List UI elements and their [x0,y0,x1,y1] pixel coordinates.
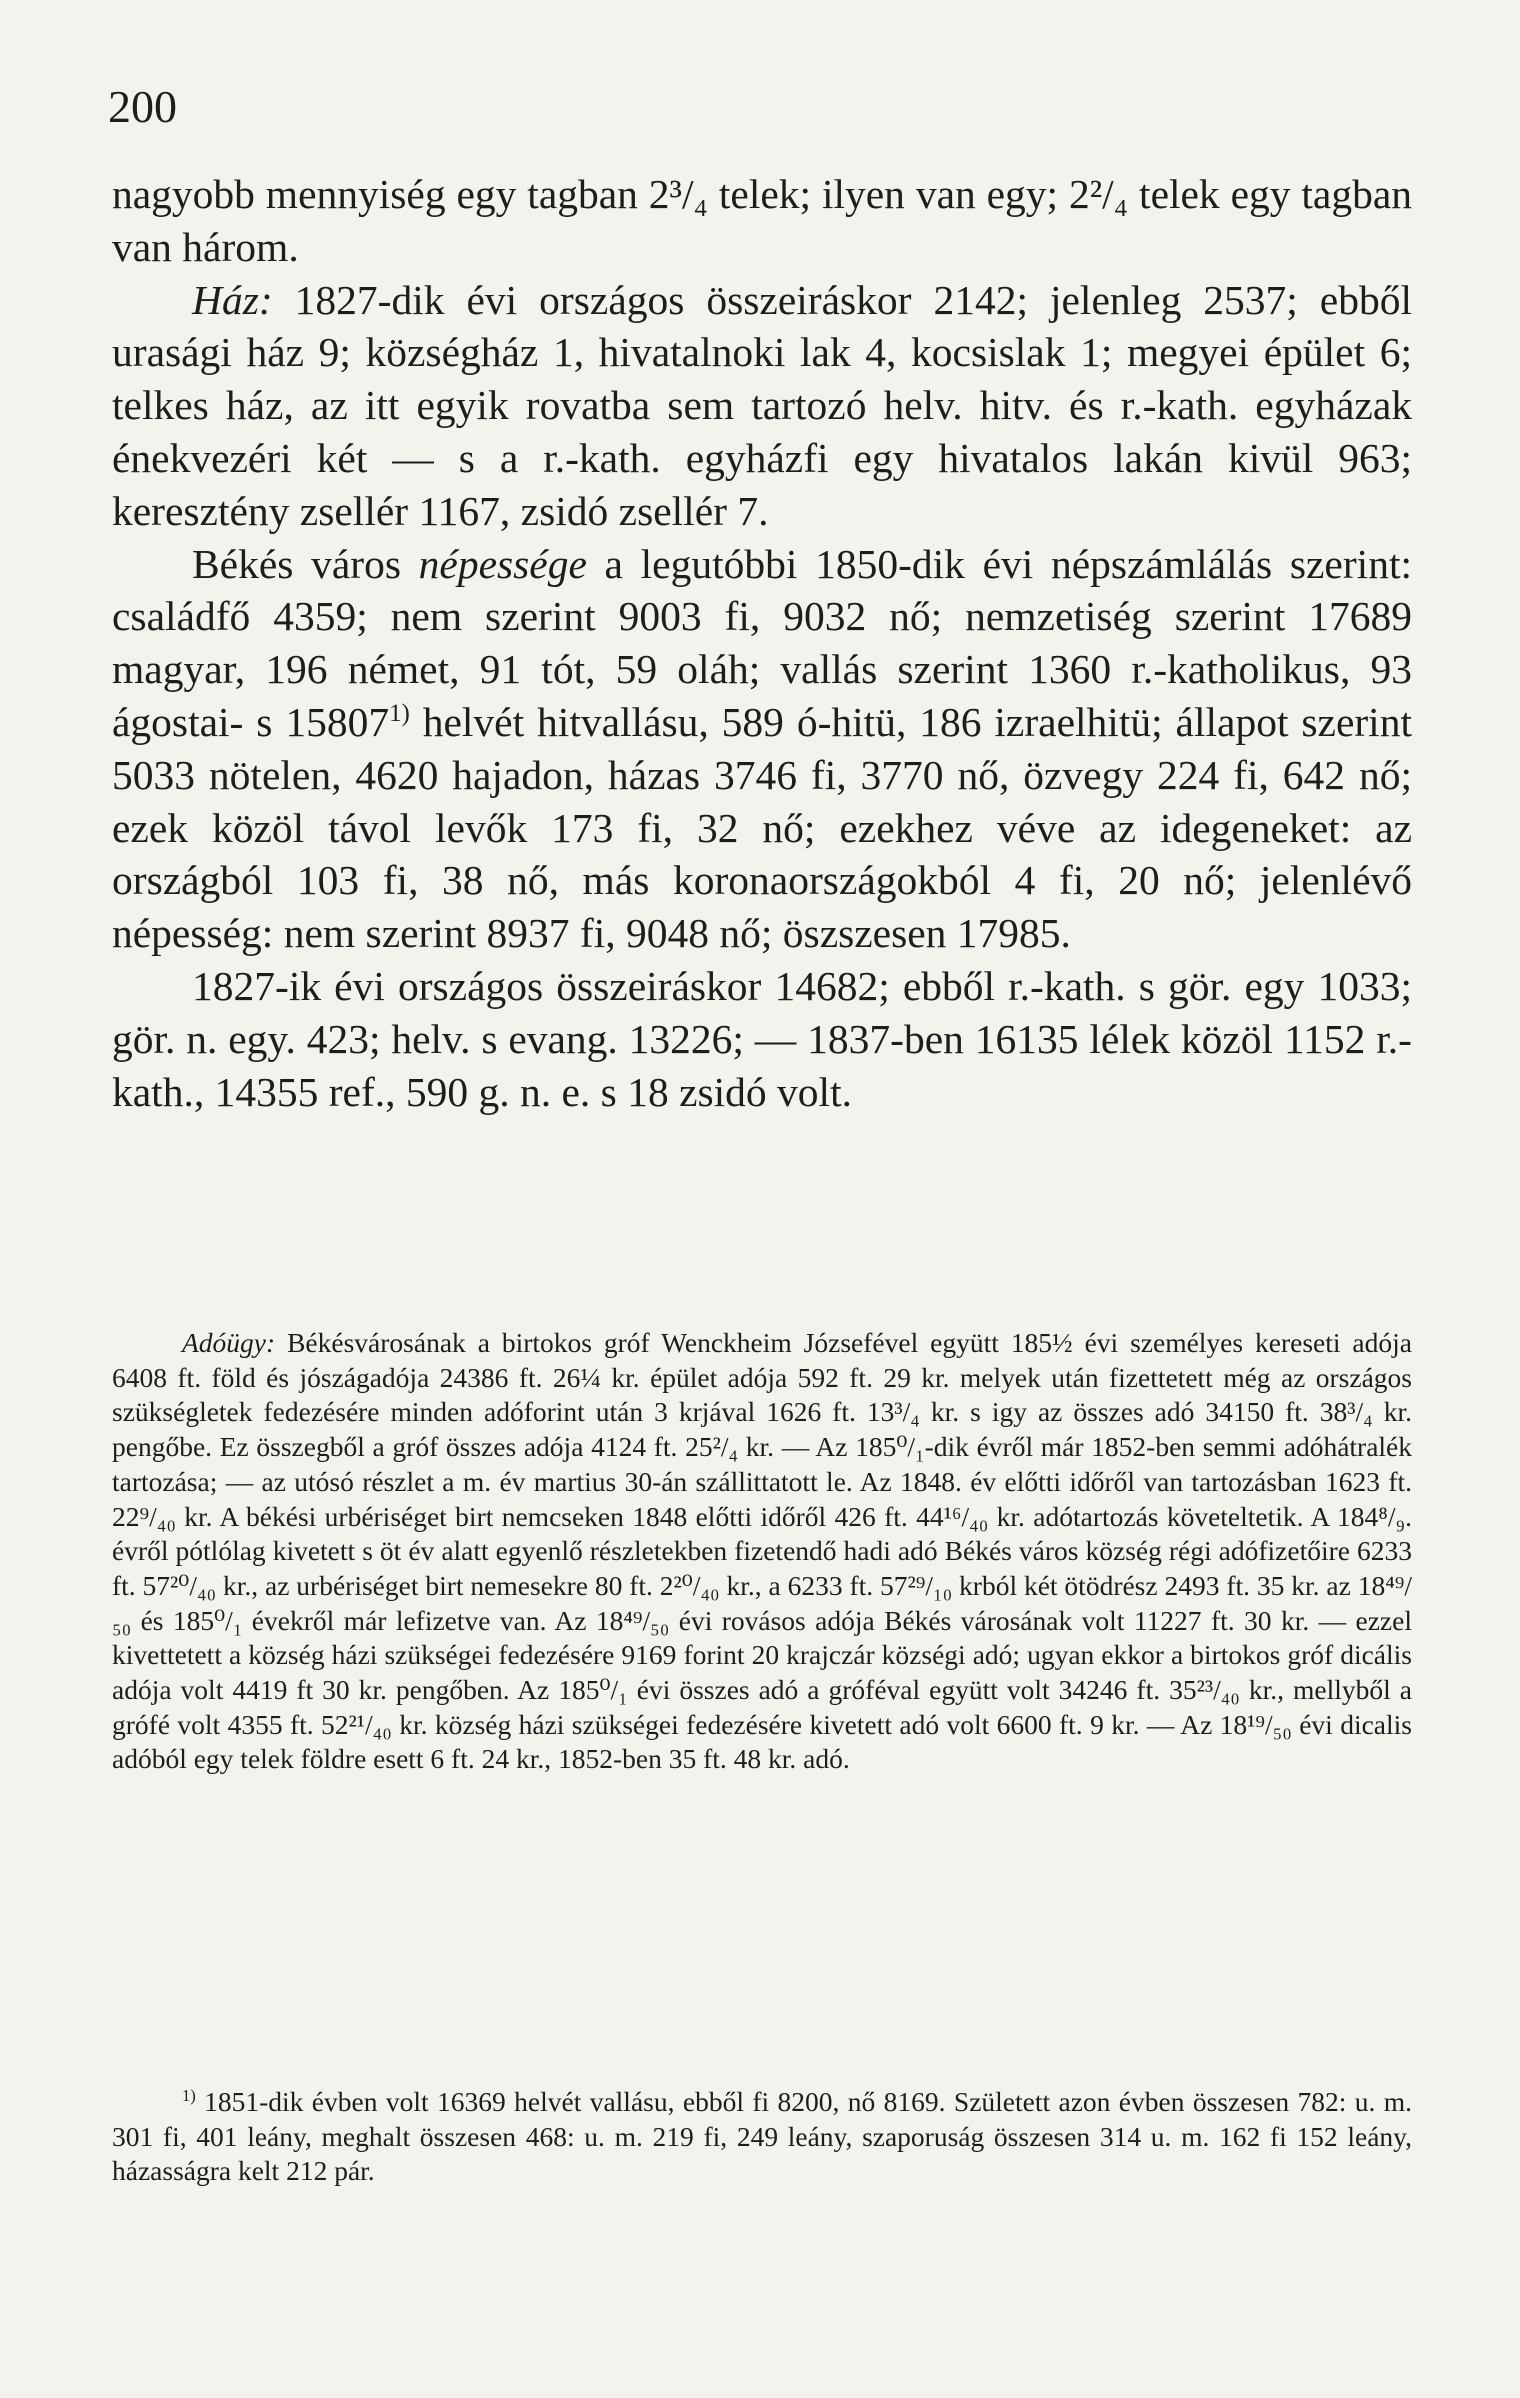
tax-section [112,1326,1412,1777]
section-label-population: népessége [418,540,587,587]
population-lead: Békés város [192,540,419,587]
footnote-reference: 1) [389,700,410,728]
population-text-continued: helvét hitvallásu, 589 ó-hitü, 186 izraelhitü; állapot szerint 5033 nötelen, 4620 hajadon, házas 3746 fi, 3770 nő, özvegy 224 fi, 642 nő; ezek közöl távol levők 173 fi, 32 nő; ezekhez véve az idegeneket: az országból 103 fi, 38 nő, más koronaországokból 4 fi, 20 nő; jelenlévő népesség: nem szerint 8937 fi, 9048 nő; öszszesen 17985. [112,698,1412,957]
section-label-houses: Ház: [192,276,273,323]
houses-text: 1827-dik évi országos összeiráskor 2142; jelenleg 2537; ebből urasági ház 9; községház 1, hivatalnoki lak 4, kocsislak 1; megyei épület 6; telkes ház, az itt egyik rovatba sem tartozó helv. hitv. és r.-kath. egyházak énekvezéri két — s a r.-kath. egyházfi egy hivatalos lakán kivül 963; keresztény zsellér 1167, zsidó zsellér 7. [112,276,1412,534]
page-number: 200 [108,81,177,132]
paragraph-houses [112,274,1412,538]
main-text [112,168,1412,1118]
tax-text: Békésvárosának a birtokos gróf Wenckheim Józsefével együtt 185½ évi személyes kereseti adója 6408 ft. föld és jószágadója 24386 ft. 26¼ kr. épület adója 592 ft. 29 kr. melyek után fizettetett még az országos szükségletek fedezésére minden adóforint után 3 krjával 1626 ft. 13³/₄ kr. s igy az összes adó 34150 ft. 38³/₄ kr. pengőbe. Ez összegből a gróf összes adója 4124 ft. 25²/₄ kr. — Az 185⁰/₁-dik évről már 1852-ben semmi adóhátralék tartozása; — az utósó részlet a m. év martius 30-án szállittatott le. Az 1848. év előtti időről van tartozásban 1623 ft. 22⁹/₄₀ kr. A békési urbériséget birt nemcseken 1848 előtti időről 426 ft. 44¹⁶/₄₀ kr. adótartozás követeltetik. A 184⁸/₉. évről pótlólag kivetett s öt év alatt egyenlő részletekben fizetendő hadi adó Békés város község régi adófizetőire 6233 ft. 57²⁰/₄₀ kr., az urbériséget birt nemesekre 80 ft. 2²⁰/₄₀ kr., a 6233 ft. 57²⁹/₁₀ krból két ötödrész 2493 ft. 35 kr. az 18⁴⁹/₅₀ és 185⁰/₁ évekről már lefizetve van. Az 18⁴⁹/₅₀ évi rovásos adója Békés városának volt 11227 ft. 30 kr. — ezzel kivettetett a község házi szükségei fedezésére 9169 forint 20 krajczár községi adó; ugyan ekkor a birtokos gróf dicális adója volt 4419 ft 30 kr. pengőben. Az 185⁰/₁ évi összes adó a gróféval együtt volt 34246 ft. 35²³/₄₀ kr., mellyből a grófé volt 4355 ft. 52²¹/₄₀ kr. község házi szükségei fedezésére kivetett adó volt 6600 ft. 9 kr. — Az 18¹⁹/₅₀ évi dicalis adóból egy telek földre esett 6 ft. 24 kr., 1852-ben 35 ft. 48 kr. adó. [112,1327,1413,1775]
footnote-text: 1851-dik évben volt 16369 helvét vallásu, ebből fi 8200, nő 8169. Született azon évben összesen 782: u. m. 301 fi, 401 leány, meghalt összesen 468: u. m. 219 fi, 249 leány, szaporuság összesen 314 u. m. 162 fi 152 leány, házasságra kelt 212 pár. [112,2086,1412,2187]
population-text: a legutóbbi 1850-dik évi népszámlálás szerint: családfő 4359; nem szerint 9003 fi, 9032 nő; nemzetiség szerint 17689 magyar, 196 német, 91 tót, 59 oláh; vallás szerint 1360 r.-katholikus, 93 ágostai- s 15807 [112,540,1413,745]
paragraph-population [112,538,1412,960]
footnote-paragraph [112,2085,1412,2189]
paragraph-census-1827: 1827-ik évi országos összeiráskor 14682; ebből r.-kath. s gör. egy 1033; gör. n. egy. 423; helv. s evang. 13226; — 1837-ben 16135 lélek közöl 1152 r.-kath., 14355 ref., 590 g. n. e. s 18 zsidó volt. [112,962,1412,1115]
paragraph-tax [112,1326,1412,1777]
section-label-tax: Adóügy: [182,1327,276,1358]
paragraph-land: nagyobb mennyiség egy tagban 2³/₄ telek; ilyen van egy; 2²/₄ telek egy tagban van három. [112,171,1412,270]
footnote-marker: 1) [182,2085,196,2105]
footnote [112,2085,1412,2189]
